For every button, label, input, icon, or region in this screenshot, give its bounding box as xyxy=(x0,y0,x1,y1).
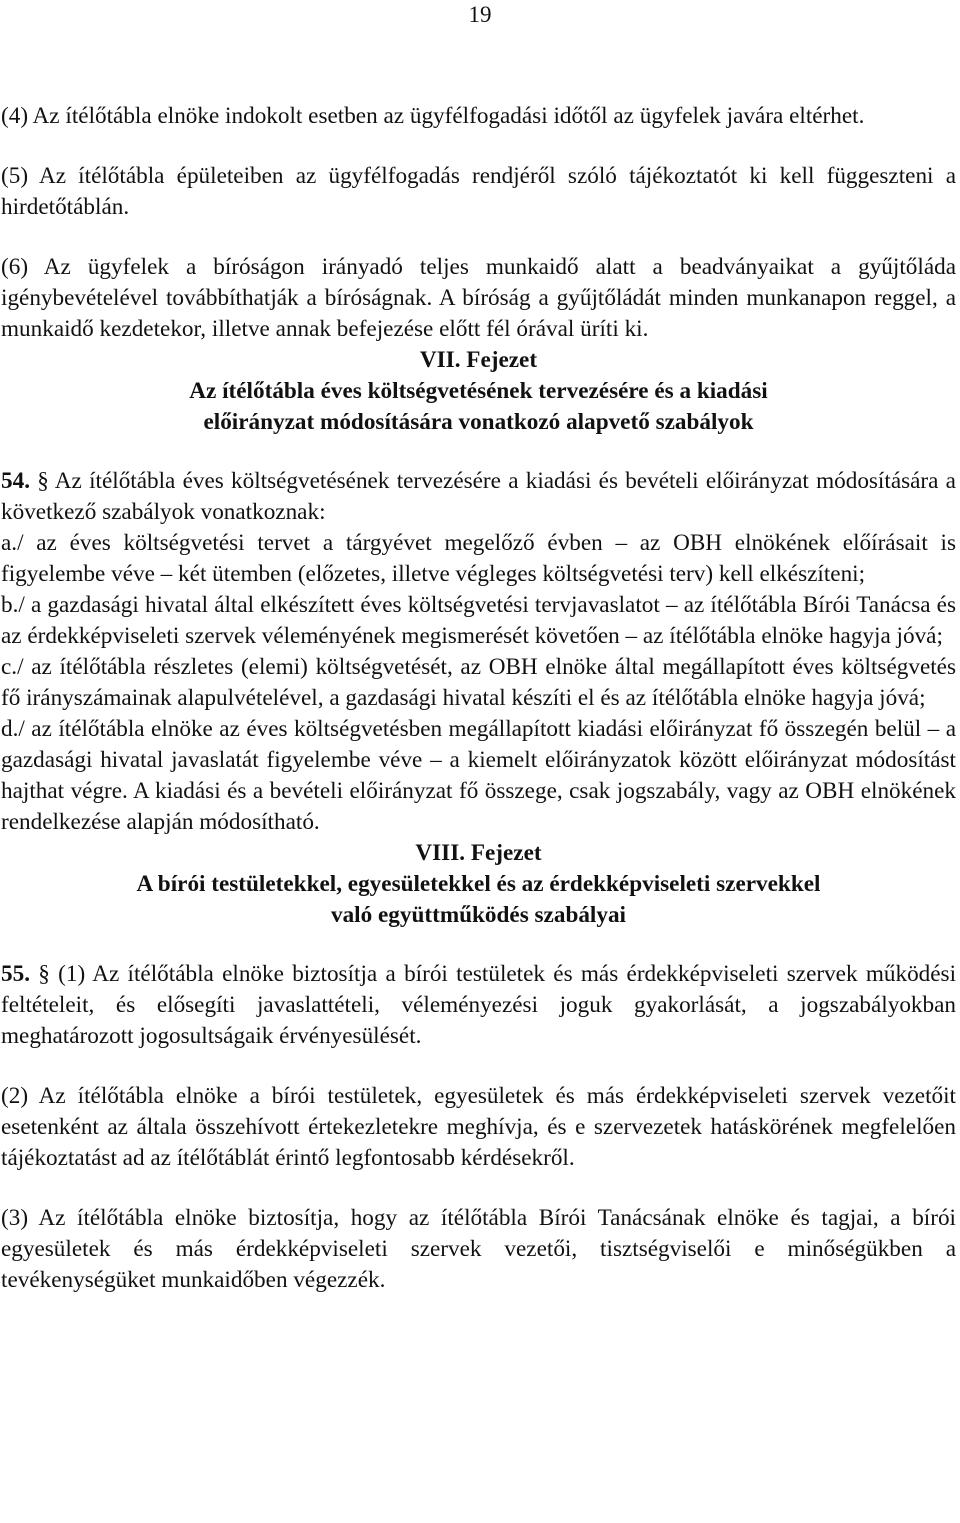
section-55-number: 55. xyxy=(1,961,30,987)
section-54-intro xyxy=(1,466,956,528)
chapter-8-heading xyxy=(1,838,956,931)
section-54-item-b: b./ a gazdasági hivatal által elkészített éves költségvetési tervjavaslatot – az ítélőtábla Bírói Tanácsa és az érdekképviseleti szervek véleményének megismerését követően – az ítélőtábla elnöke hagyja jóvá; xyxy=(1,592,956,649)
section-55-p1-text: (1) Az ítélőtábla elnöke biztosítja a bírói testületek és más érdekképviseleti szervek működési feltételeit, és elősegíti javaslattételi, véleményezési joguk gyakorlását, a jogszabályokban meghatározott jogosultságaik érvényesülését. xyxy=(1,961,957,1049)
paragraph-4: (4) Az ítélőtábla elnöke indokolt esetben az ügyfélfogadási időtől az ügyfelek javára eltérhet. xyxy=(1,103,865,129)
page-content xyxy=(1,101,956,1296)
page-number: 19 xyxy=(468,2,492,27)
chapter-7-heading xyxy=(1,345,956,438)
section-55-paragraph-3: (3) Az ítélőtábla elnöke biztosítja, hogy az ítélőtábla Bírói Tanácsának elnöke és tagjai, a bírói egyesületek és más érdekképviseleti szervek vezetői, tisztségviselői e minőségükben a tevékenységüket munkaidőben végezzék. xyxy=(1,1205,956,1293)
paragraph-5: (5) Az ítélőtábla épületeiben az ügyfélfogadás rendjéről szóló tájékoztatót ki kell függeszteni a hirdetőtáblán. xyxy=(1,163,956,220)
section-54-item-c: c./ az ítélőtábla részletes (elemi) költségvetését, az OBH elnöke által megállapított éves költségvetés fő irányszámainak alapulvételével, a gazdasági hivatal készíti el és az ítélőtábla elnöke hagyja jóvá; xyxy=(1,654,956,711)
chapter-7-title-line-2: előirányzat módosítására vonatkozó alapvető szabályok xyxy=(203,409,754,435)
section-symbol: § xyxy=(38,961,50,987)
paragraph-6: (6) Az ügyfelek a bíróságon irányadó teljes munkaidő alatt a beadványaikat a gyűjtőláda igénybevételével továbbíthatják a bíróságnak. A bíróság a gyűjtőládát minden munkanapon reggel, a munkaidő kezdetekor, illetve annak befejezése előtt fél órával üríti ki. xyxy=(1,254,956,342)
chapter-7-title-line-1: Az ítélőtábla éves költségvetésének tervezésére és a kiadási xyxy=(189,378,768,404)
section-54-intro-text: Az ítélőtábla éves költségvetésének tervezésére a kiadási és bevételi előirányzat módosítására a következő szabályok vonatkoznak: xyxy=(1,468,956,525)
section-54-item-d: d./ az ítélőtábla elnöke az éves költségvetésben megállapított kiadási előirányzat fő összegén belül – a gazdasági hivatal javaslatát figyelembe véve – a kiemelt előirányzatok között előirányzat módosítást hajthat végre. A kiadási és a bevételi előirányzat fő összege, csak jogszabály, vagy az OBH elnökének rendelkezése alapján módosítható. xyxy=(1,716,956,835)
section-symbol: § xyxy=(37,468,49,494)
section-54-item-a: a./ az éves költségvetési tervet a tárgyévet megelőző évben – az OBH elnökének előírásait is figyelembe véve – két ütemben (előzetes, illetve végleges költségvetési terv) kell elkészíteni; xyxy=(1,530,956,587)
chapter-8-title-line-1: A bírói testületekkel, egyesületekkel és az érdekképviseleti szervekkel xyxy=(136,871,821,897)
section-55-paragraph-2: (2) Az ítélőtábla elnöke a bírói testületek, egyesületek és más érdekképviseleti szervek vezetőit esetenként az általa összehívott értekezletekre meghívja, és e szervezetek hatáskörének megfelelően tájékoztatást ad az ítélőtáblát érintő legfontosabb kérdésekről. xyxy=(1,1083,956,1171)
section-54-number: 54. xyxy=(1,468,30,494)
chapter-7-number: VII. Fejezet xyxy=(419,347,538,373)
chapter-8-title-line-2: való együttműködés szabályai xyxy=(330,902,627,928)
chapter-8-number: VIII. Fejezet xyxy=(415,840,542,866)
section-55-paragraph-1 xyxy=(1,959,956,1052)
